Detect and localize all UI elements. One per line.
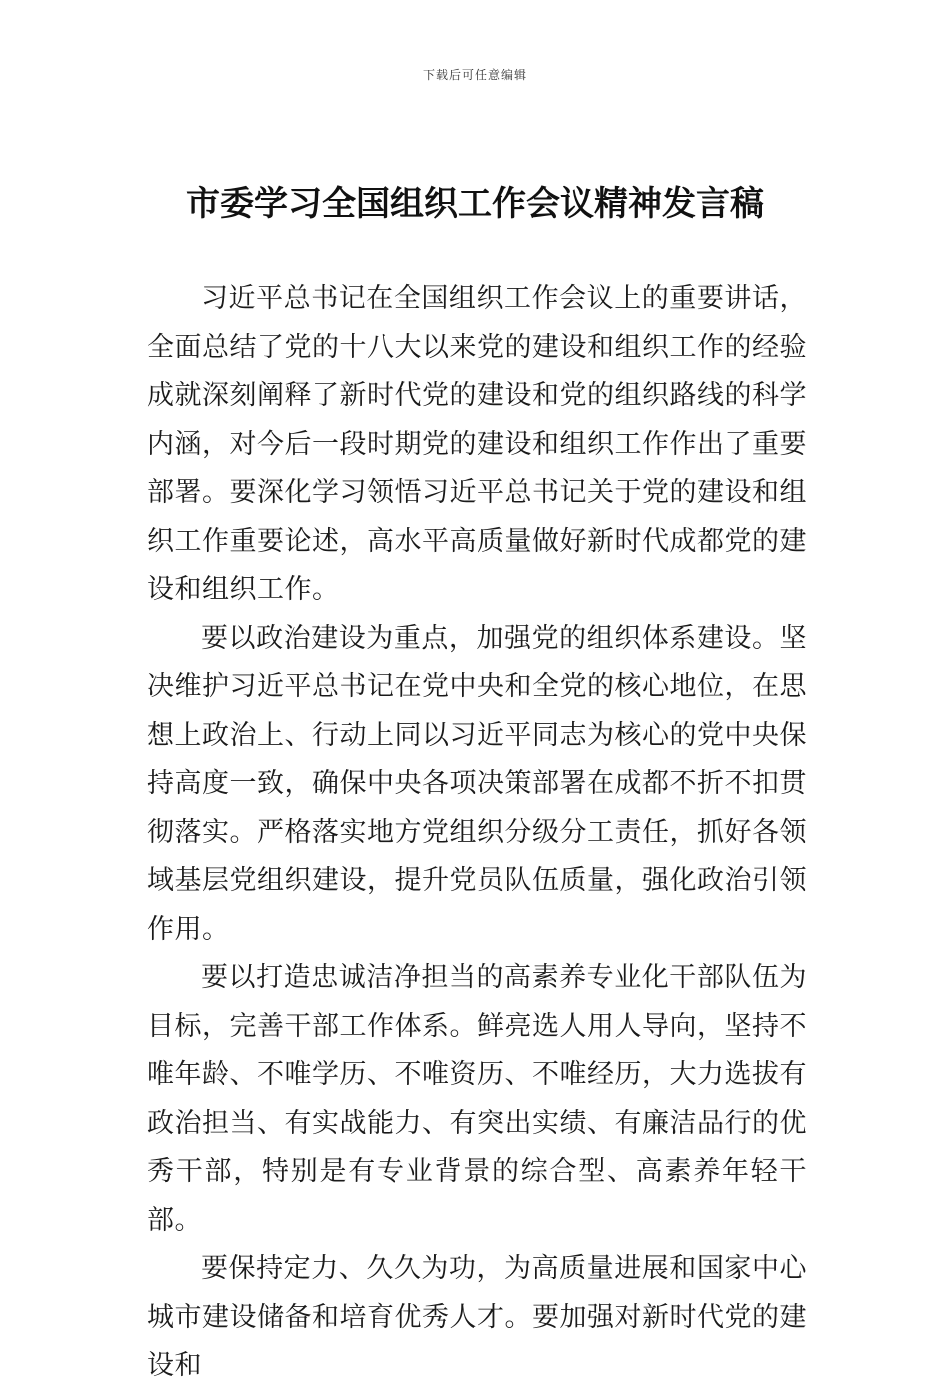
paragraph-4: 要保持定力、久久为功，为高质量进展和国家中心城市建设储备和培育优秀人才。要加强对新时代党的建设和 — [147, 1253, 807, 1381]
header-note: 下载后可任意编辑 — [422, 68, 527, 82]
paragraph-2: 要以政治建设为重点，加强党的组织体系建设。坚决维护习近平总书记在党中央和全党的核心地位，在思想上政治上、行动上同以习近平同志为核心的党中央保持高度一致，确保中央各项决策部署在成都不折不扣贯彻落实。严格落实地方党组织分级分工责任，抓好各领域基层党组织建设，提升党员队伍质量，强化政治引领作用。 — [147, 622, 807, 945]
paragraph-3: 要以打造忠诚洁净担当的高素养专业化干部队伍为目标，完善干部工作体系。鲜亮选人用人导向，坚持不唯年龄、不唯学历、不唯资历、不唯经历，大力选拔有政治担当、有实战能力、有突出实绩、有廉洁品行的优秀干部，特别是有专业背景的综合型、高素养年轻干部。 — [147, 962, 807, 1236]
document-title: 市委学习全国组织工作会议精神发言稿 — [186, 184, 764, 224]
document-body — [147, 275, 807, 1391]
paragraph-1: 习近平总书记在全国组织工作会议上的重要讲话，全面总结了党的十八大以来党的建设和组织工作的经验成就深刻阐释了新时代党的建设和党的组织路线的科学内涵，对今后一段时期党的建设和组织工作作出了重要部署。要深化学习领悟习近平总书记关于党的建设和组织工作重要论述，高水平高质量做好新时代成都党的建设和组织工作。 — [147, 283, 807, 605]
